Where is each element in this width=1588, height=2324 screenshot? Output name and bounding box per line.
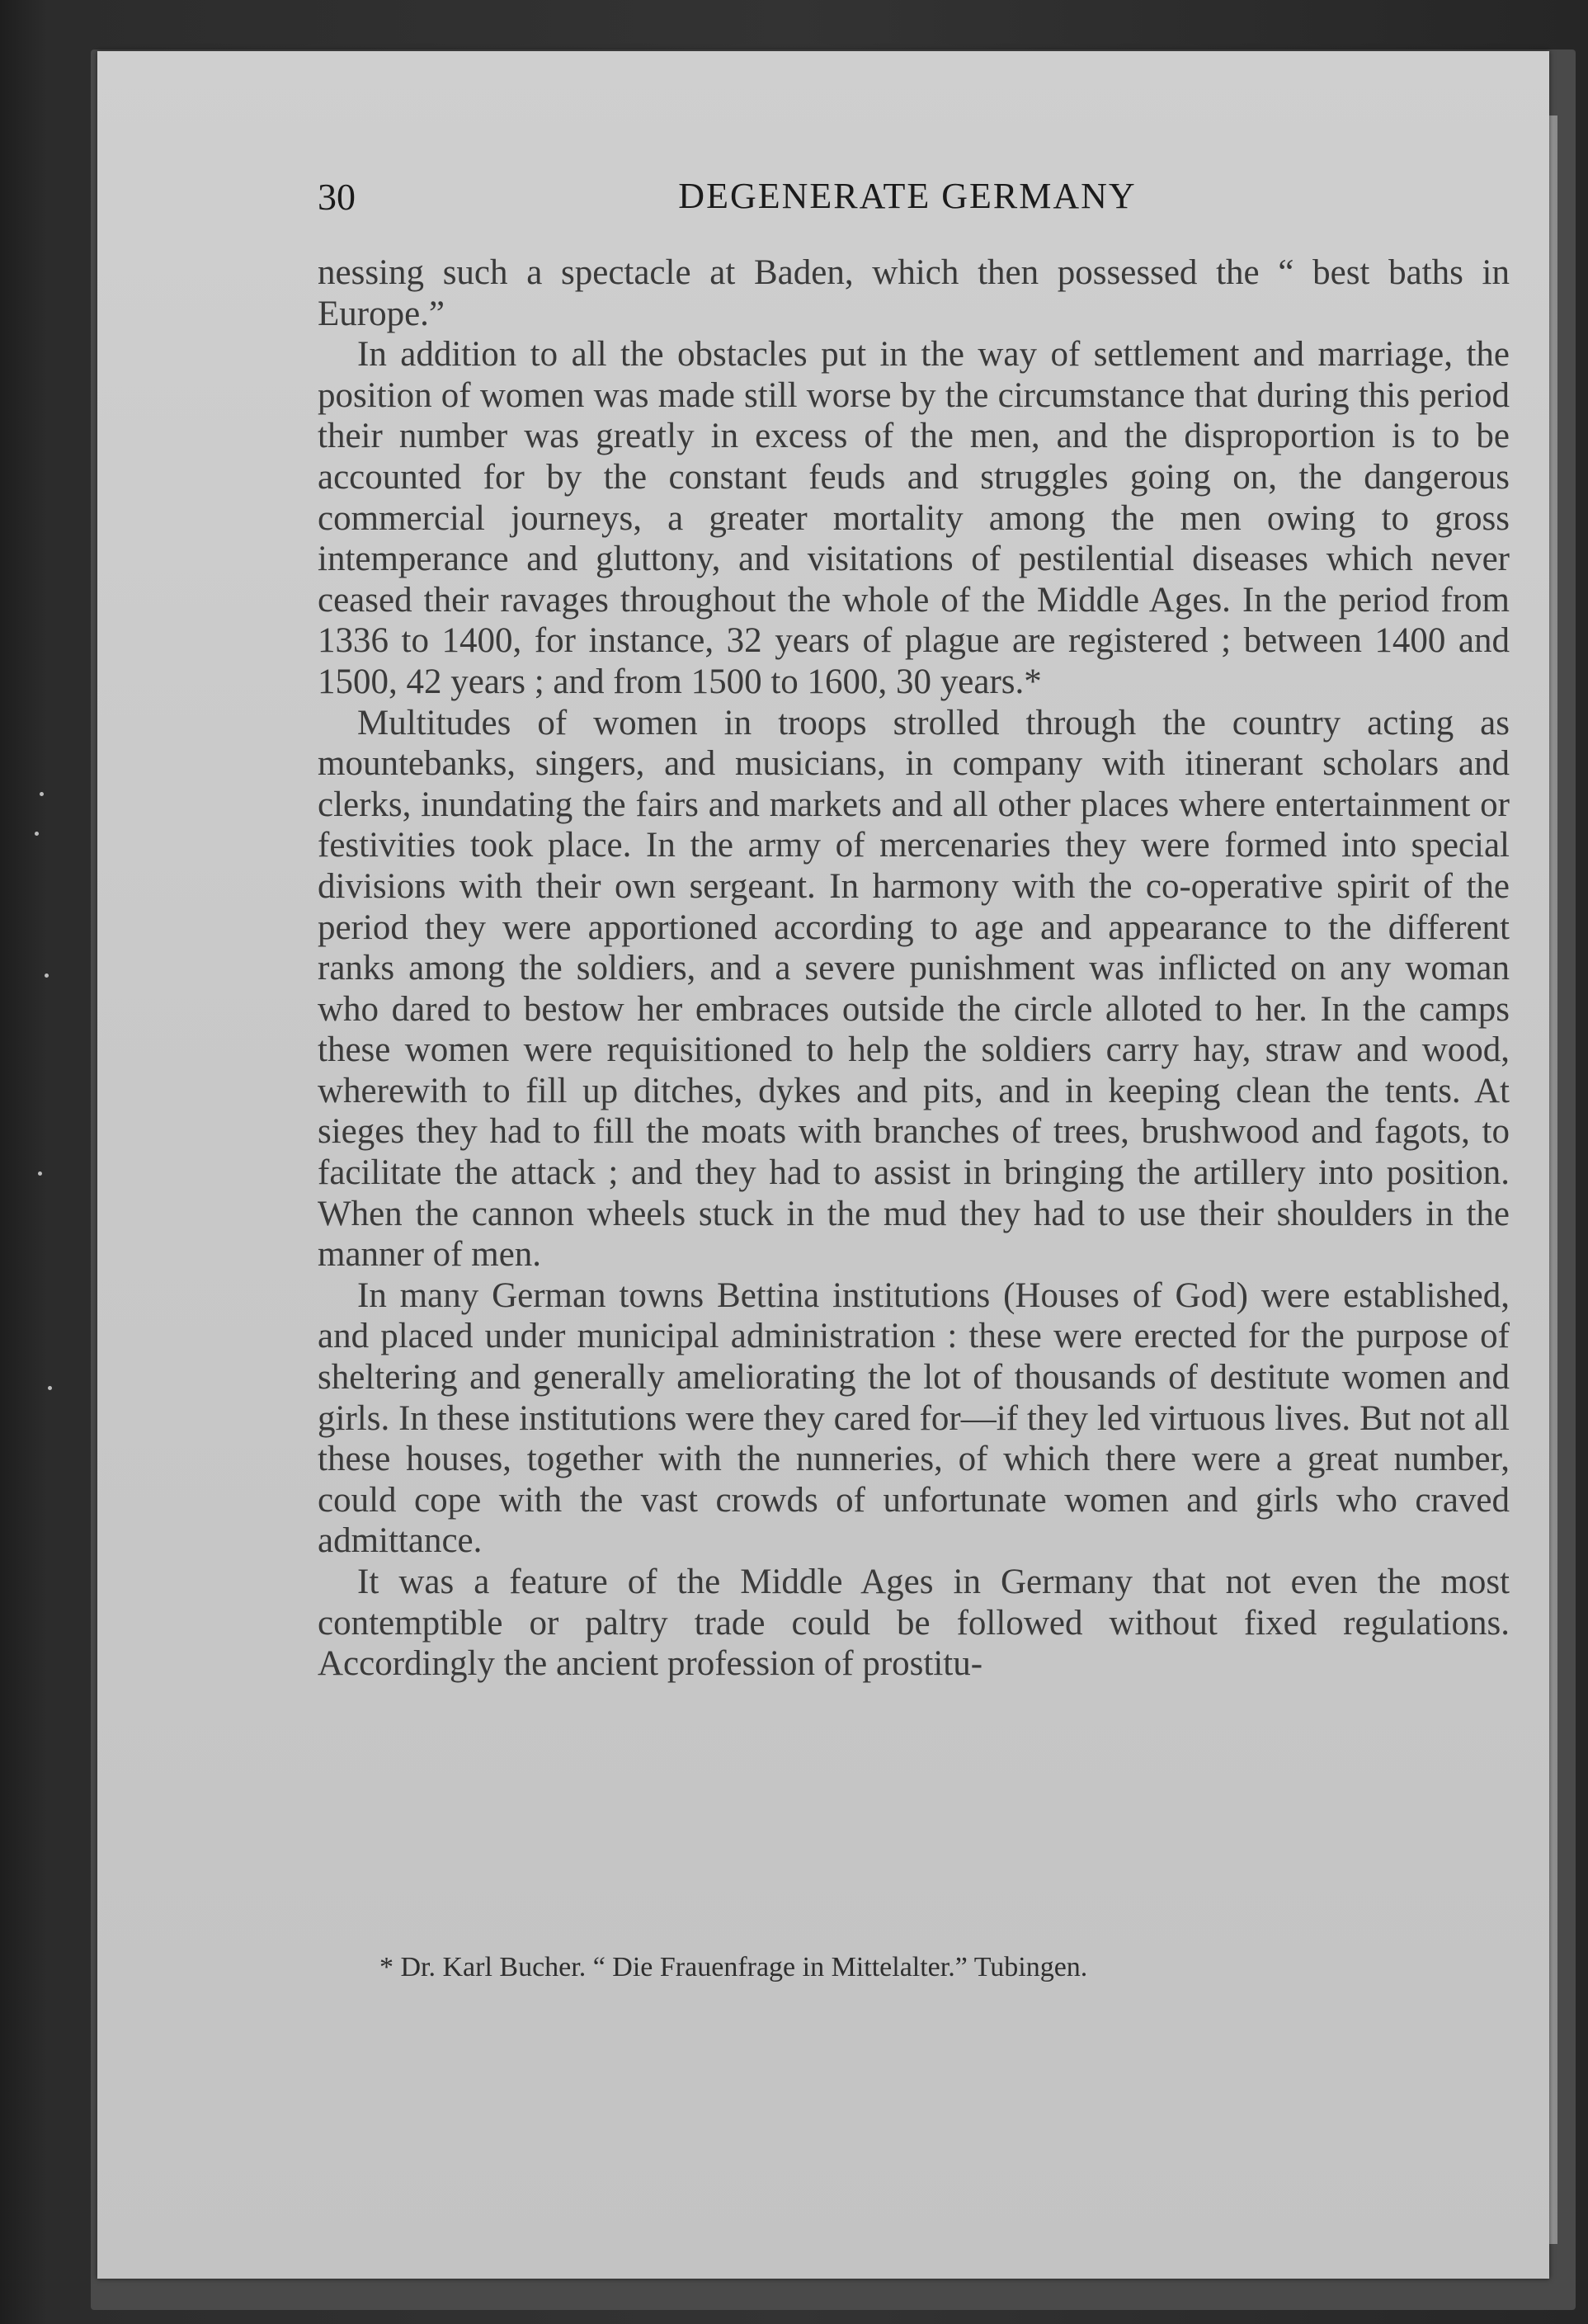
page-header [318, 175, 1497, 224]
body-text [318, 252, 1510, 1685]
page-number: 30 [318, 176, 356, 218]
paragraph: In addition to all the obstacles put in the way of settlement and marriage, the position of women was made still worse by the circumstance that during this period their number was greatly in excess of the men, and the disproportion is to be accounted for by the constant feuds and struggles going on, the dangerous commercial journeys, a greater mortality among the men owing to gross intemperance and gluttony, and visitations of pestilential diseases which never ceased their ravages throughout the whole of the Middle Ages. In the period from 1336 to 1400, for instance, 32 years of plague are registered ; between 1400 and 1500, 42 years ; and from 1500 to 1600, 30 years.* [318, 335, 1510, 701]
running-head: DEGENERATE GERMANY [678, 176, 1137, 216]
paragraph: It was a feature of the Middle Ages in Germany that not even the most contemptible or paltry trade could be followed without fixed regulations. Accordingly the ancient profession of prostitu- [318, 1563, 1510, 1684]
footnote: * Dr. Karl Bucher. “ Die Frauenfrage in Mittelalter.” Tubingen. [379, 1952, 1088, 1982]
paragraph: In many German towns Bettina institutions (Houses of God) were established, and placed under municipal administration : these were erected for the purpose of sheltering and generally ameliorating the lot of thousands of destitute women and girls. In these institutions were they cared for—if they led virtuous lives. But not all these houses, together with the nunneries, of which there were a great number, could cope with the vast crowds of unfortunate women and girls who craved admittance. [318, 1275, 1510, 1561]
binding-specks [33, 792, 58, 1452]
paragraph: Multitudes of women in troops strolled through the country acting as mountebanks, singers, and musicians, in company with itinerant scholars and clerks, inundating the fairs and markets and all other places where entertainment or festivities took place. In the army of mercenaries they were formed into special divisions with their own sergeant. In harmony with the co-operative spirit of the period they were apportioned according to age and appearance to the different ranks among the soldiers, and a severe punishment was inflicted on any woman who dared to bestow her embraces outside the circle alloted to her. In the camps these women were requisitioned to help the soldiers carry hay, straw and wood, wherewith to fill up ditches, dykes and pits, and in keeping clean the tents. At sieges they had to fill the moats with branches of trees, brushwood and fagots, to facilitate the attack ; and they had to assist in bringing the artillery into position. When the cannon wheels stuck in the mud they had to use their shoulders in the manner of men. [318, 703, 1510, 1275]
paragraph: nessing such a spectacle at Baden, which then possessed the “ best baths in Europe.” [318, 253, 1510, 333]
